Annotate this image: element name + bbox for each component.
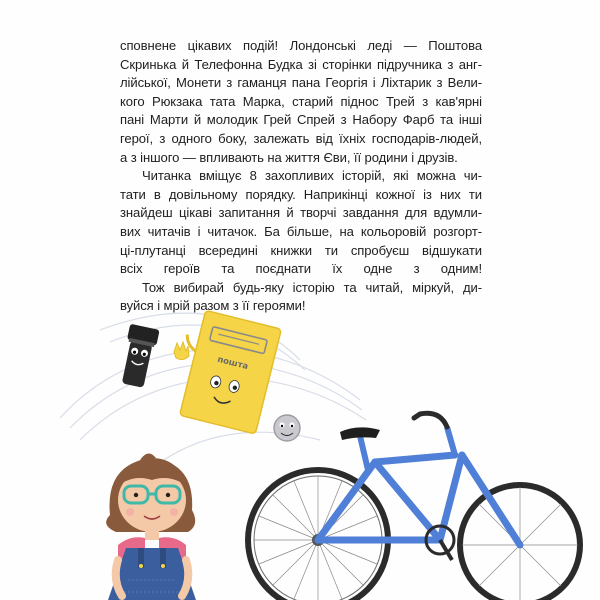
text-line: Тож вибирай будь-яку історію та читай, міркуй, ди-: [142, 279, 482, 295]
text-line: вуйся і мрій разом з її героями!: [120, 298, 306, 314]
mailbox-character: [168, 307, 281, 434]
flashlight-character: [118, 324, 160, 389]
text-line: сповнене цікавих подій! Лондонські леді — Поштова: [120, 38, 482, 53]
bicycle-seat-post: [360, 436, 368, 470]
text-line: лійської, Монети з гаманця пана Георгія і Ліхтарик з Вели-: [120, 75, 482, 91]
waving-hand-icon: [174, 342, 189, 360]
bicycle-stem: [447, 427, 455, 455]
text-line: Скринька й Телефонна Будка зі сторінки підручника з анг-: [120, 56, 482, 72]
text-line: всіх героїв та поєднати їх одне з одним!: [120, 261, 482, 277]
coin-character: [274, 415, 300, 441]
text-line: тати в довільному порядку. Наприкінці кожної із них ти: [120, 186, 482, 202]
girl-character: [106, 453, 196, 600]
text-line: ці-плутанці всередині книжки ти спробуєш відшукати: [120, 242, 482, 258]
text-line: кого Рюкзака тата Марка, старий піднос Трей з кав'ярні: [120, 93, 482, 109]
text-line: а з іншого — впливають на життя Єви, її родини і друзів.: [120, 149, 458, 165]
bicycle-frame: [318, 455, 520, 545]
text-line: пані Марти й молодик Грей Спрей з Набору Фарб та інші: [120, 112, 482, 128]
text-line: Читанка вміщує 8 захопливих історій, які можна чи-: [142, 168, 482, 184]
text-line: знайдеш цікаві запитання й творчі завдання для вдумли-: [120, 205, 482, 221]
bicycle: [248, 413, 580, 600]
text-line: вих читачів і читачок. Ба більше, на кольоровій розгорт-: [120, 223, 482, 239]
bicycle-handlebar: [414, 413, 447, 427]
text-line: герої, з одного боку, залежать від їхніх господарів-людей,: [120, 130, 482, 146]
mailbox-label: пошта: [216, 354, 250, 373]
